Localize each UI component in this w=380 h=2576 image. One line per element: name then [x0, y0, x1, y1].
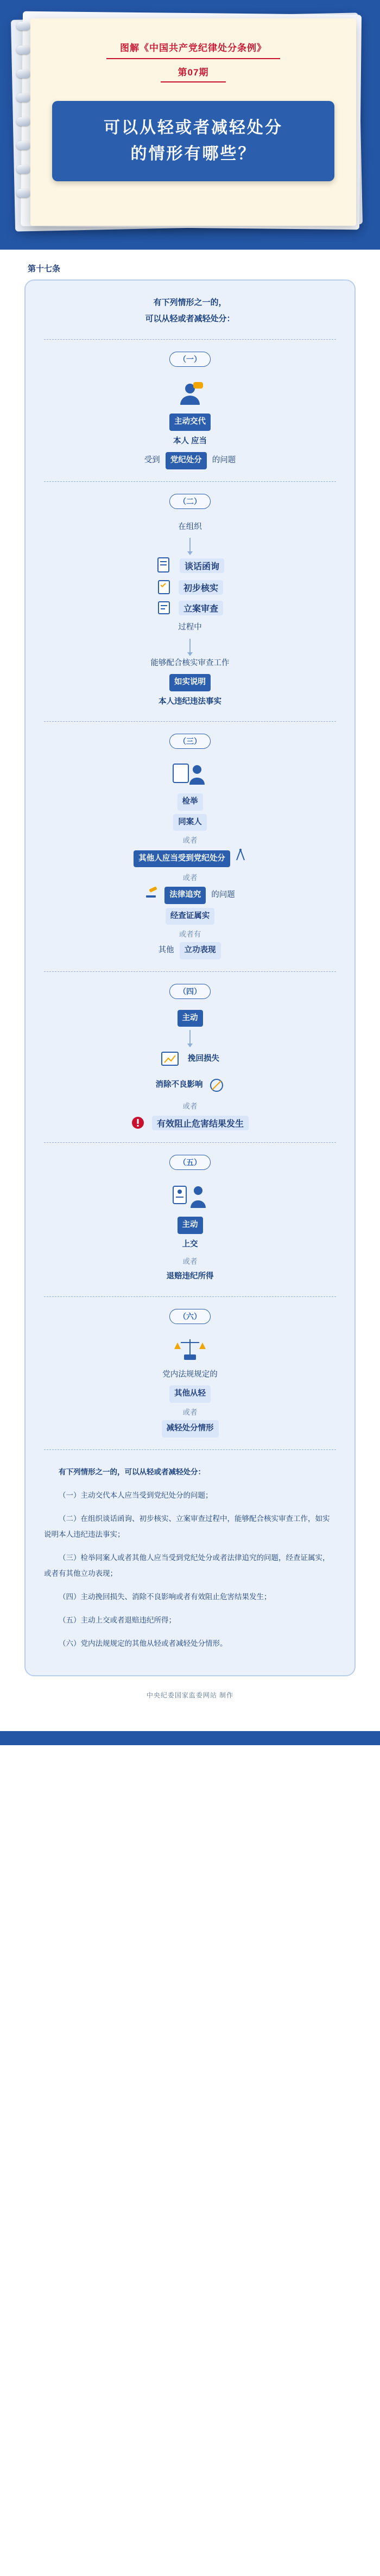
section-4-line-2: 挽回损失	[188, 1054, 219, 1064]
section-3-prefix-other: 其他	[158, 946, 176, 955]
section-4-line-3: 消除不良影响	[155, 1080, 203, 1089]
section-3-or-1: 或者	[182, 836, 198, 845]
highlight-chip: 立功表现	[180, 942, 221, 959]
section-5-line-2: 上交	[182, 1239, 198, 1249]
section-6-badge: （六）	[169, 1309, 211, 1324]
warning-stop-icon	[44, 1115, 336, 1130]
arrow-down-icon	[189, 1030, 191, 1044]
lead-line-1: 有下列情形之一的，	[153, 298, 227, 307]
section-3	[44, 734, 336, 959]
series-underline	[106, 58, 280, 59]
lead-text	[44, 295, 336, 327]
hero-title-box	[52, 101, 334, 181]
highlight-chip: 主动交代	[169, 414, 211, 431]
section-1-text-prefix: 受到	[144, 456, 162, 465]
highlight-chip: 经查证属实	[166, 908, 215, 925]
section-5-or: 或者	[182, 1257, 198, 1266]
gavel-icon	[145, 886, 161, 905]
section-6-line-2	[44, 1385, 336, 1403]
highlight-chip: 检举	[178, 793, 203, 811]
section-3-line-6	[44, 886, 336, 905]
person-speak-icon	[44, 379, 336, 409]
highlight-chip: 党纪处分	[166, 452, 207, 469]
section-2-chip-1: 谈话函询	[180, 558, 224, 573]
scale-book-icon	[44, 1336, 336, 1363]
section-5-line-4: 退赔违纪所得	[166, 1272, 214, 1281]
section-1-line-1	[44, 414, 336, 431]
full-text-item: （五）主动上交或者退赔违纪所得；	[59, 1615, 176, 1624]
highlight-chip: 如实说明	[169, 674, 211, 691]
full-text-item: （一）主动交代本人应当受到党纪处分的问题；	[59, 1491, 213, 1499]
lead-line-2: 可以从轻或者减轻处分：	[145, 314, 235, 323]
section-2-line-7	[44, 674, 336, 691]
full-text-item: （四）主动挽回损失、消除不良影响或者有效阻止危害结果发生；	[59, 1592, 271, 1601]
divider	[44, 971, 336, 972]
section-3-badge: （三）	[169, 734, 211, 749]
section-4-line-1	[44, 1010, 336, 1027]
highlight-chip: 减轻处分情形	[162, 1420, 219, 1438]
section-3-line-1	[44, 793, 336, 811]
section-3-line-2	[44, 814, 336, 831]
section-2-chip-3: 立案审查	[179, 601, 223, 615]
series-issue-underline	[161, 81, 226, 82]
hero-title-line-1: 可以从轻或者减轻处分	[104, 119, 283, 137]
highlight-chip: 主动	[178, 1217, 203, 1234]
section-1	[44, 352, 336, 469]
section-3-suffix: 的问题	[209, 891, 235, 900]
section-1-badge: （一）	[169, 352, 211, 367]
section-2-line-5: 过程中	[178, 623, 202, 632]
hero-card	[30, 18, 356, 226]
full-text-item: （二）在组织谈话函询、初步核实、立案审查过程中，能够配合核实审查工作，如实说明本人违纪违法事实；	[44, 1514, 330, 1538]
section-5-line-1	[44, 1217, 336, 1234]
section-2	[44, 494, 336, 710]
section-3-line-4	[44, 848, 336, 868]
section-1-line-3	[44, 452, 336, 469]
highlight-chip: 其他人应当受到党纪处分	[134, 850, 230, 868]
section-1-line-2: 本人 应当	[173, 436, 207, 446]
hero-title-line-2: 的情形有哪些？	[130, 145, 256, 163]
person-report-icon	[44, 761, 336, 789]
arrow-down-icon	[189, 639, 191, 653]
section-2-chip-2: 初步核实	[179, 580, 223, 595]
section-6-line-1: 党内法规规定的	[162, 1370, 218, 1379]
section-3-line-9	[44, 942, 336, 959]
divider	[44, 481, 336, 482]
full-text-item: （三）检举同案人或者其他人应当受到党纪处分或者法律追究的问题，经查证属实，或者有其他立功表现；	[44, 1553, 330, 1578]
divider	[44, 1449, 336, 1450]
section-3-line-7	[44, 908, 336, 925]
article-label: 第十七条	[28, 264, 61, 273]
checklist-icon	[44, 579, 336, 595]
full-text-item: （六）党内法规规定的其他从轻或者减轻处分情形。	[59, 1639, 227, 1648]
highlight-chip: 同案人	[173, 814, 207, 831]
credit-line: 中央纪委国家监委网站 制作	[146, 1691, 234, 1699]
section-2-badge: （二）	[169, 494, 211, 509]
section-4-or: 或者	[182, 1102, 198, 1111]
hero-section	[0, 0, 380, 250]
highlight-chip: 其他从轻	[169, 1385, 211, 1403]
chart-recover-icon	[44, 1048, 336, 1070]
document-check-icon	[44, 556, 336, 575]
section-3-or-3: 或者有	[179, 930, 201, 939]
section-6	[44, 1309, 336, 1438]
provisions-card	[24, 279, 356, 1676]
highlight-chip: 法律追究	[164, 887, 206, 904]
section-3-or-2: 或者	[182, 874, 198, 882]
divider	[44, 1142, 336, 1143]
section-4	[44, 984, 336, 1131]
bottom-bar	[0, 1731, 380, 1745]
series-title: 图解《中国共产党纪律处分条例》	[120, 43, 267, 53]
section-2-line-8: 本人违纪违法事实	[159, 697, 221, 706]
divider	[44, 339, 336, 340]
compass-icon	[233, 848, 248, 868]
divider	[44, 1296, 336, 1297]
binder-rings-icon	[16, 22, 30, 222]
full-text-intro: 有下列情形之一的，可以从轻或者减轻处分：	[59, 1467, 205, 1476]
content-section	[0, 263, 380, 1731]
section-5	[44, 1155, 336, 1284]
case-file-icon	[44, 600, 336, 616]
highlight-chip: 主动	[178, 1010, 203, 1027]
arrow-down-icon	[189, 538, 191, 552]
series-issue: 第07期	[178, 67, 209, 78]
section-6-or: 或者	[182, 1408, 198, 1417]
highlight-chip: 有效阻止危害结果发生	[152, 1116, 249, 1130]
block-bad-effect-icon	[44, 1074, 336, 1096]
section-4-badge: （四）	[169, 984, 211, 999]
section-6-line-4	[44, 1420, 336, 1438]
section-5-badge: （五）	[169, 1155, 211, 1170]
full-text-block	[44, 1462, 336, 1651]
section-2-line-6: 能够配合核实审查工作	[150, 658, 230, 667]
hand-over-icon	[44, 1182, 336, 1212]
section-1-text-suffix: 的问题	[210, 456, 236, 465]
divider	[44, 721, 336, 722]
section-2-line-1: 在组织	[178, 522, 202, 531]
